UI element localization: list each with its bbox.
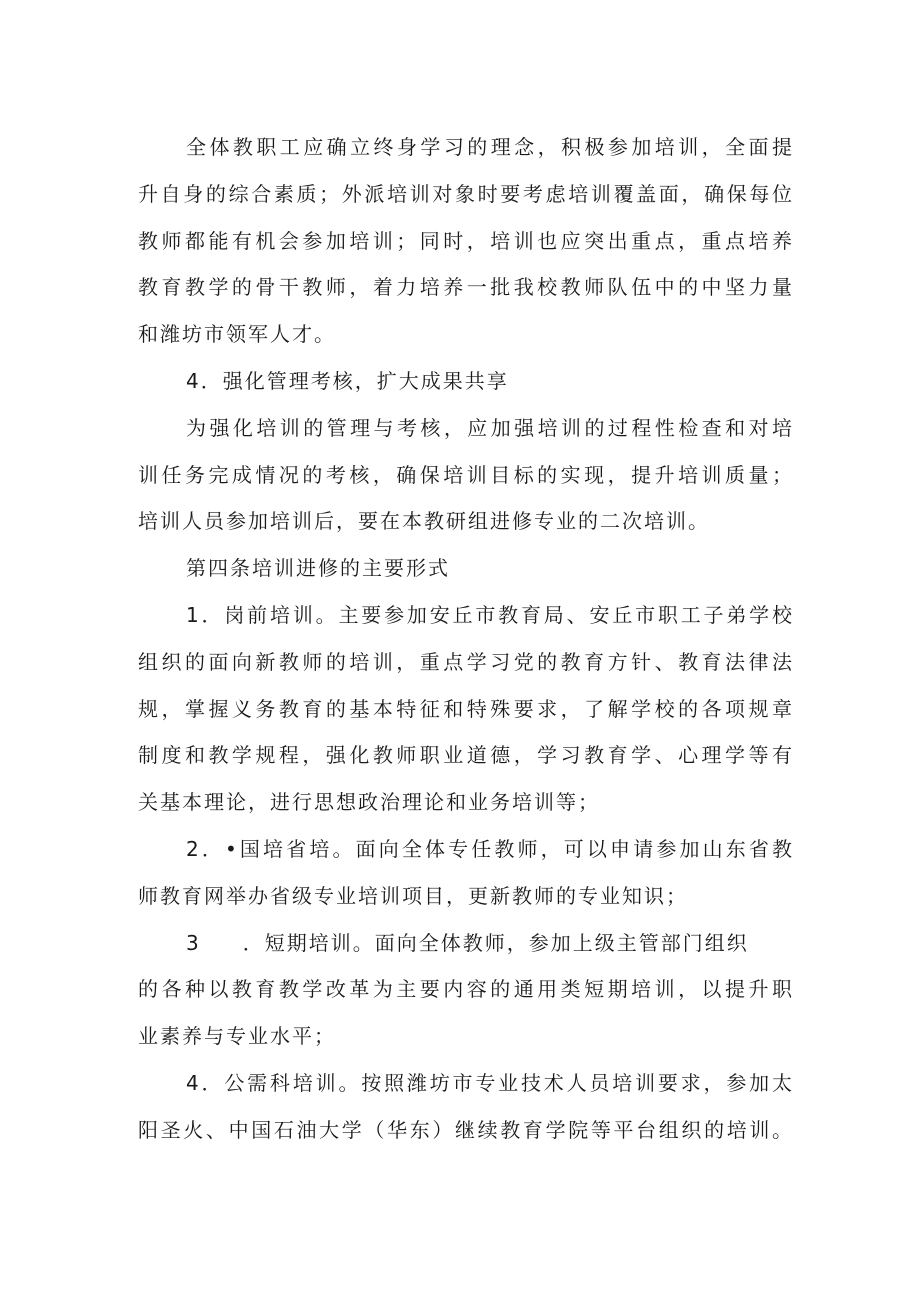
text-line: 升自身的综合素质；外派培训对象时要考虑培训覆盖面，确保每位: [138, 181, 794, 206]
section-heading: [138, 358, 794, 405]
text-line: 为强化培训的管理与考核，应加强培训的过程性检查和对培: [186, 415, 794, 440]
text-line: 教育教学的骨干教师，着力培养一批我校教师队伍中的中坚力量: [138, 275, 794, 300]
item-text: ．短期培训。面向全体教师，参加上级主管部门组织: [242, 930, 749, 955]
list-item: [138, 592, 794, 826]
document-body: [138, 124, 794, 1154]
text-line: 的各种以教育教学改革为主要内容的通用类短期培训，以提升职: [138, 977, 794, 1002]
paragraph: [138, 405, 794, 545]
text-line: 培训人员参加培训后，要在本教研组进修专业的二次培训。: [138, 509, 710, 534]
list-item: [138, 826, 794, 920]
text-line: 2．•国培省培。面向全体专任教师，可以申请参加山东省教: [186, 836, 794, 861]
text-line: 规，掌握义务教育的基本特征和特殊要求，了解学校的各项规章: [138, 696, 794, 721]
item-number: 3: [186, 930, 201, 955]
text-line: 教师都能有机会参加培训；同时，培训也应突出重点，重点培养: [138, 228, 794, 253]
text-line: 4．公需科培训。按照潍坊市专业技术人员培训要求，参加太: [186, 1070, 794, 1095]
text-line: 4．强化管理考核，扩大成果共享: [186, 368, 509, 393]
text-line: 训任务完成情况的考核，确保培训目标的实现，提升培训质量；: [138, 462, 794, 487]
list-item: [138, 920, 794, 1060]
text-line: 业素养与专业水平；: [138, 1024, 336, 1049]
text-line: [138, 920, 794, 967]
article-title: [138, 545, 794, 592]
text-line: 关基本理论，进行思想政治理论和业务培训等；: [138, 790, 600, 815]
text-line: 全体教职工应确立终身学习的理念，积极参加培训，全面提: [186, 135, 794, 159]
paragraph: [138, 124, 794, 358]
text-line: 阳圣火、中国石油大学（华东）继续教育学院等平台组织的培训。: [138, 1117, 794, 1142]
list-item: [138, 1060, 794, 1154]
text-line: 第四条培训进修的主要形式: [186, 556, 450, 581]
text-line: 师教育网举办省级专业培训项目，更新教师的专业知识；: [138, 883, 688, 908]
text-line: 组织的面向新教师的培训，重点学习党的教育方针、教育法律法: [138, 649, 794, 674]
text-line: 1．岗前培训。主要参加安丘市教育局、安丘市职工子弟学校: [186, 602, 794, 627]
text-line: 和潍坊市领军人才。: [138, 322, 336, 347]
text-line: 制度和教学规程，强化教师职业道德，学习教育学、心理学等有: [138, 743, 794, 768]
